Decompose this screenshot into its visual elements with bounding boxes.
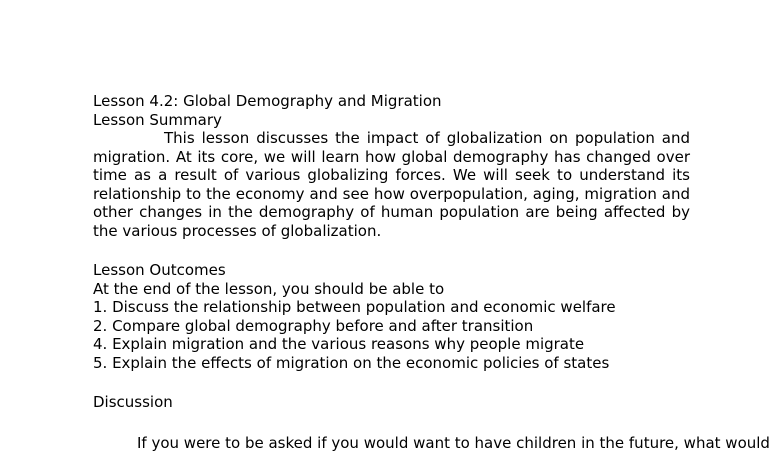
summary-paragraph: This lesson discusses the impact of globalization on population and migration. At its core, we will learn how global demography has changed over time as a result of various globalizing forces. We will seek to understand its relationship to the economy and see how overpopulation, aging, migration and other changes in the demography of human population are being affected by the various processes of globalization. — [93, 129, 690, 240]
document-page — [93, 92, 690, 412]
section-spacer — [93, 240, 690, 261]
outcome-item: 5. Explain the effects of migration on the economic policies of states — [93, 353, 610, 372]
outcome-item: 4. Explain migration and the various reasons why people migrate — [93, 335, 585, 353]
lesson-title: Lesson 4.2: Global Demography and Migration — [93, 92, 442, 110]
outcomes-heading: Lesson Outcomes — [93, 261, 226, 279]
discussion-partial-line — [93, 434, 770, 453]
outcome-item: 2. Compare global demography before and after transition — [93, 316, 534, 335]
discussion-heading: Discussion — [93, 393, 173, 411]
outcome-item: 1. Discuss the relationship between population and economic welfare — [93, 298, 616, 316]
summary-heading: Lesson Summary — [93, 110, 222, 129]
outcomes-intro: At the end of the lesson, you should be able to — [93, 279, 445, 298]
section-spacer — [93, 372, 690, 393]
discussion-partial-text: If you were to be asked if you would want to have children in the future, what would — [137, 434, 770, 452]
